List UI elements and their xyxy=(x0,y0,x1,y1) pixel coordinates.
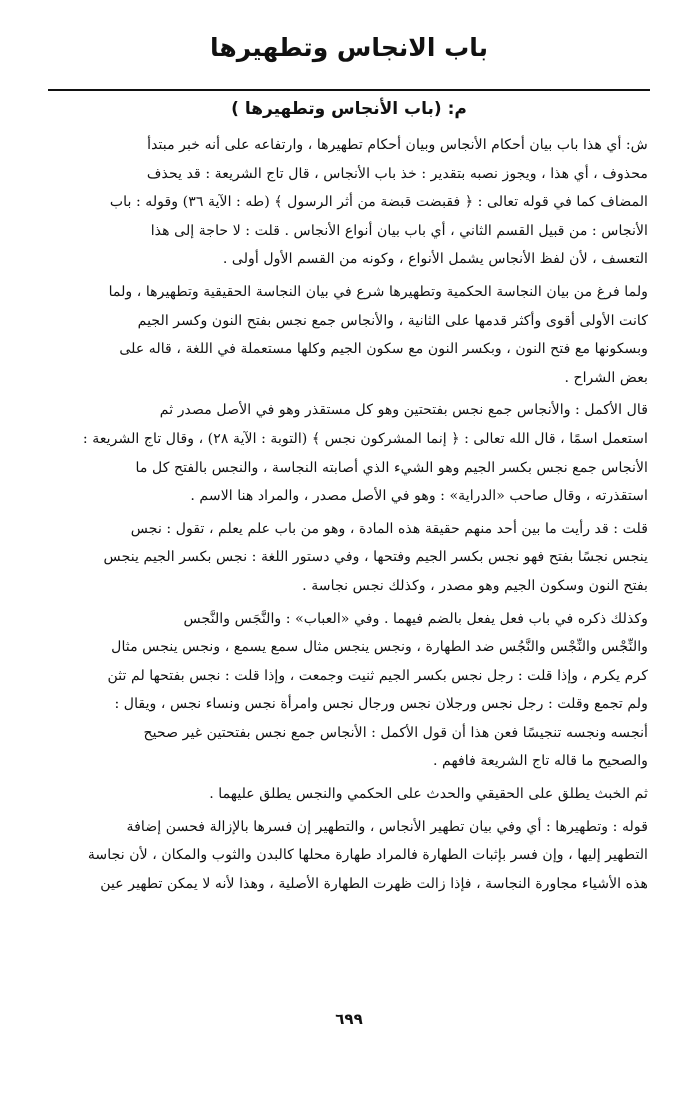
header-rule xyxy=(48,89,650,91)
text-line: والصحيح ما قاله تاج الشريعة فافهم . xyxy=(433,753,648,770)
text-line: التطهير إليها ، وإن فسر بإثبات الطهارة فالمراد طهارة محلها كالبدن والثوب والمكان ، لأن نجاسة xyxy=(87,847,648,864)
text-line: هذه الأشياء مجاورة النجاسة ، فإذا زالت ظهرت الطهارة الأصلية ، وهذا لأنه لا يمكن تطهير عين xyxy=(100,875,648,892)
page-number: ٦٩٩ xyxy=(335,1010,363,1028)
text-line: الأنجاس جمع نجس بكسر الجيم وهو الشيء الذي أصابته النجاسة ، والنجس بالفتح كل ما xyxy=(135,459,648,476)
text-line: أنجسه ونجسه تنجيسًا فعن هذا أن قول الأكمل : الأنجاس جمع نجس بفتحتين غير صحيح xyxy=(143,724,648,741)
text-line: قلت : قد رأيت ما بين أحد منهم حقيقة هذه المادة ، وهو من باب علم يعلم ، تقول : نجس xyxy=(130,520,648,537)
text-line: الأنجاس : من قبيل القسم الثاني ، أي باب بيان أنواع الأنجاس . قلت : لا حاجة إلى هذا xyxy=(150,222,648,239)
text-line: قوله : وتطهيرها : أي وفي بيان تطهير الأنجاس ، والتطهير إن فسرها بالإزالة فحسن إضافة xyxy=(126,818,648,835)
text-line: وبسكونها مع فتح النون ، وبكسر النون مع سكون الجيم وكلها مستعملة في اللغة ، قاله على xyxy=(119,341,648,358)
paragraph-3 xyxy=(50,396,648,510)
text-line: كرم يكرم ، وإذا قلت : رجل نجس بكسر الجيم ثنيت وجمعت ، وإذا قلت : نجس بفتحها لم تثن xyxy=(107,667,648,684)
section-title: م: (باب الأنجاس وتطهيرها ) xyxy=(231,99,467,119)
running-header: باب الانجاس وتطهيرها xyxy=(209,33,489,62)
paragraph-1 xyxy=(50,131,648,274)
text-line: المضاف كما في قوله تعالى : ﴿ فقبضت قبضة من أثر الرسول ﴾ (طه : الآية ٣٦) وقوله : باب xyxy=(109,194,648,211)
paragraph-6 xyxy=(50,780,648,809)
text-line: كانت الأولى أقوى وأكثر قدمها على الثانية ، والأنجاس جمع نجس بفتح النون وكسر الجيم xyxy=(137,312,648,329)
text-line: والنِّجْس والنِّجْس والنَّجُس ضد الطهارة ، ونجس ينجس مثال سمع يسمع ، ونجس ينجس مثال xyxy=(111,639,648,656)
text-line: التعسف ، لأن لفظ الأنجاس يشمل الأنواع ، وكونه من القسم الأول أولى . xyxy=(222,251,648,268)
text-line: ينجس نجسًا بفتح فهو نجس بكسر الجيم وفتحها ، وفي دستور اللغة : نجس بكسر الجيم ينجس xyxy=(103,549,648,566)
text-line: محذوف ، أي هذا ، ويجوز نصبه بتقدير : خذ باب الأنجاس ، قال تاج الشريعة : قد يحذف xyxy=(146,165,648,182)
paragraph-4 xyxy=(50,515,648,601)
text-line: قال الأكمل : والأنجاس جمع نجس بفتحتين وهو كل مستقذر وهو في الأصل مصدر ثم xyxy=(159,402,648,419)
text-line: ولم تجمع وقلت : رجل نجس ورجلان نجس ورجال نجس وامرأة نجس ونساء نجس ، ويقال : xyxy=(114,696,648,713)
text-line: ش: أي هذا باب بيان أحكام الأنجاس وبيان أحكام تطهيرها ، وارتفاعه على أنه خبر مبتدأ xyxy=(147,137,648,153)
text-line: ثم الخبث يطلق على الحقيقي والحدث على الحكمي والنجس يطلق عليهما . xyxy=(209,786,648,803)
body-text xyxy=(50,131,648,902)
paragraph-7 xyxy=(50,813,648,899)
text-line: وكذلك ذكره في باب فعل يفعل بالضم فيهما . وفي «العباب» : والنَّجَس والنَّجس xyxy=(183,610,648,627)
text-line: استقذرته ، وقال صاحب «الدراية» : وهو في الأصل مصدر ، والمراد هنا الاسم . xyxy=(190,488,648,505)
text-line: بعض الشراح . xyxy=(564,369,648,386)
text-line: ولما فرغ من بيان النجاسة الحكمية وتطهيرها شرع في بيان النجاسة الحقيقية وتطهيرها ، ولما xyxy=(108,283,648,300)
paragraph-2 xyxy=(50,278,648,392)
text-line: بفتح النون وسكون الجيم وهو مصدر ، وكذلك نجس نجاسة . xyxy=(302,577,648,594)
paragraph-5 xyxy=(50,605,648,777)
text-line: استعمل اسمًا ، قال الله تعالى : ﴿ إنما المشركون نجس ﴾ (التوبة : الآية ٢٨) ، وقال تاج الشريعة : xyxy=(82,430,648,447)
